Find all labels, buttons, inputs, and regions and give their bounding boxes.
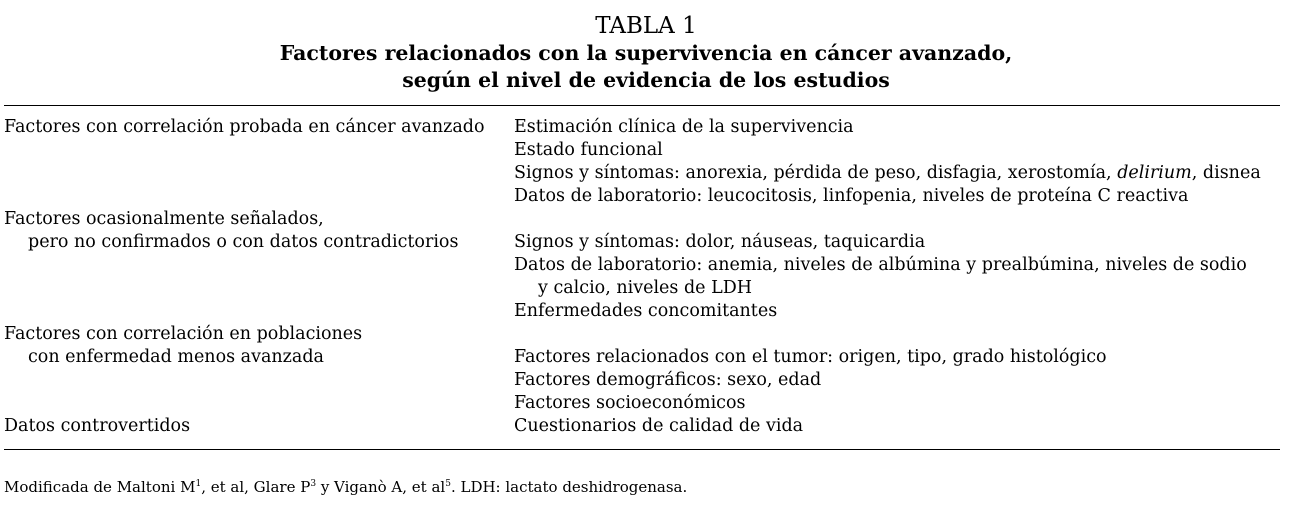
detail-line: Factores relacionados con el tumor: origen, tipo, grado histológico xyxy=(514,347,1107,367)
detail-line: Estado funcional xyxy=(514,140,663,160)
detail-line: Signos y síntomas: anorexia, pérdida de peso, disfagia, xerostomía, delirium, disnea xyxy=(514,163,1261,183)
table-footnote xyxy=(4,477,687,497)
detail-cell xyxy=(514,116,1284,208)
detail-line: Signos y síntomas: dolor, náuseas, taquicardia xyxy=(514,232,926,252)
detail-spacer xyxy=(514,208,1284,231)
detail-line-continuation: y calcio, niveles de LDH xyxy=(538,278,752,298)
footnote-text: Modificada de Maltoni M xyxy=(4,478,196,496)
table-row xyxy=(4,116,1284,208)
detail-line: Cuestionarios de calidad de vida xyxy=(514,416,804,436)
table-row xyxy=(4,415,1284,438)
detail-line: Factores demográficos: sexo, edad xyxy=(514,370,822,390)
detail-spacer xyxy=(514,323,1284,346)
reference-superscript: 5 xyxy=(445,479,451,489)
bottom-rule xyxy=(4,449,1280,450)
footnote-text: y Viganò A, et al xyxy=(316,478,446,496)
reference-superscript: 1 xyxy=(195,479,202,489)
factor-label: Factores con correlación probada en cáncer avanzado xyxy=(4,117,485,137)
top-rule xyxy=(4,105,1280,106)
factor-label: Factores ocasionalmente señalados, xyxy=(4,209,324,229)
table-row xyxy=(4,208,1284,323)
factor-cell xyxy=(4,208,514,323)
detail-line: Factores socioeconómicos xyxy=(514,393,746,413)
detail-line: Enfermedades concomitantes xyxy=(514,301,778,321)
factor-cell xyxy=(4,323,514,415)
detail-line: Datos de laboratorio: leucocitosis, linfopenia, niveles de proteína C reactiva xyxy=(514,186,1189,206)
reference-superscript: 3 xyxy=(310,479,317,489)
factor-cell xyxy=(4,415,514,438)
factor-label-continuation: pero no confirmados o con datos contradictorios xyxy=(28,232,459,252)
table-number: TABLA 1 xyxy=(595,13,697,39)
table-title-line-2: según el nivel de evidencia de los estudios xyxy=(402,68,890,92)
factor-label-continuation: con enfermedad menos avanzada xyxy=(28,347,324,367)
detail-line: Datos de laboratorio: anemia, niveles de albúmina y prealbúmina, niveles de sodio xyxy=(514,255,1247,275)
evidence-table xyxy=(4,116,1284,438)
detail-cell xyxy=(514,415,1284,438)
factor-label: Datos controvertidos xyxy=(4,416,191,436)
detail-line: Estimación clínica de la supervivencia xyxy=(514,117,854,137)
factor-label: Factores con correlación en poblaciones xyxy=(4,324,363,344)
factor-cell xyxy=(4,116,514,208)
table-title xyxy=(0,40,1292,94)
detail-cell xyxy=(514,208,1284,323)
table-title-line-1: Factores relacionados con la supervivencia en cáncer avanzado, xyxy=(279,41,1013,65)
footnote-text: . LDH: lactato deshidrogenasa. xyxy=(450,478,688,496)
footnote-text: , et al, Glare P xyxy=(201,478,311,496)
detail-cell xyxy=(514,323,1284,415)
table-row xyxy=(4,323,1284,415)
italic-term: delirium xyxy=(1117,163,1192,183)
